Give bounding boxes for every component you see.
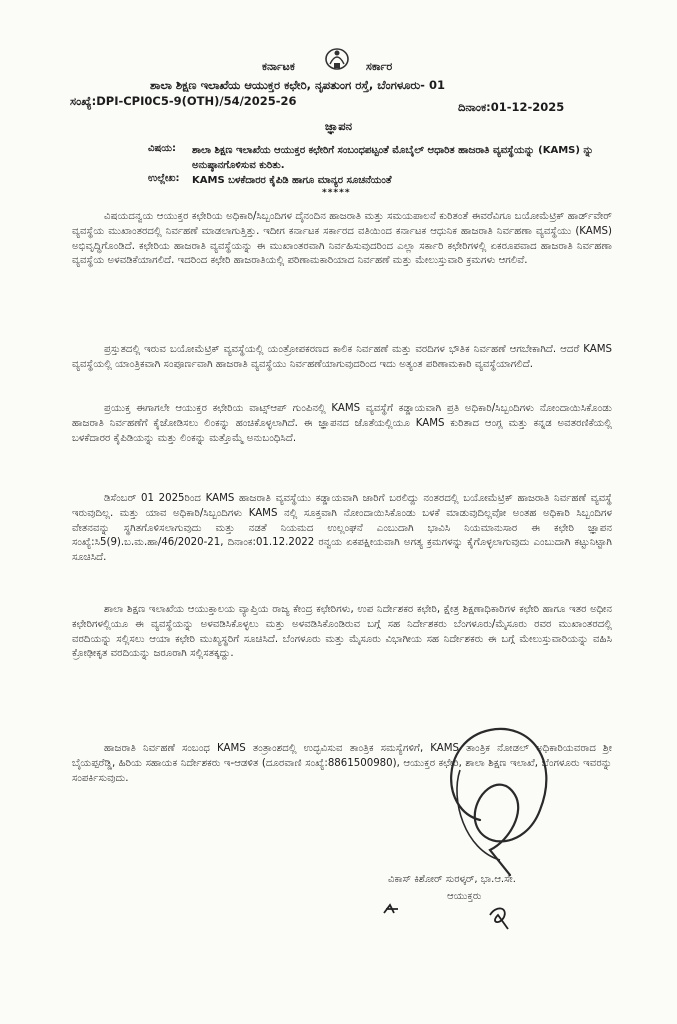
reference-label: ಉಲ್ಲೇಖ: <box>148 173 180 184</box>
subject-text: ಶಾಲಾ ಶಿಕ್ಷಣ ಇಲಾಖೆಯ ಆಯುಕ್ತರ ಕಛೇರಿಗೆ ಸಂಬಂಧಪಟ್ಟಂತೆ ಮೊಬೈಲ್ ಆಧಾರಿತ ಹಾಜರಾತಿ ವ್ಯವಸ್ಥೆಯನ್ನು (KAMS) ನ್ನು ಅನುಷ್ಠಾನಗೊಳಿಸುವ ಕುರಿತು. <box>192 145 594 171</box>
paragraph-3: ಪ್ರಯುಕ್ತ ಈಗಾಗಲೇ ಆಯುಕ್ತರ ಕಛೇರಿಯ ವಾಟ್ಸ್‌ಆಪ್ ಗುಂಪಿನಲ್ಲಿ KAMS ವ್ಯವಸ್ಥೆಗೆ ಕಡ್ಡಾಯವಾಗಿ ಪ್ರತಿ ಅಧಿಕಾರಿ/ಸಿಬ್ಬಂದಿಗಳು ನೋಂದಾಯಿಸಿಕೊಂಡು ಹಾಜರಾತಿ ನಿರ್ವಹಣೆಗೆ ಕೈಜೋಡಿಸಲು ಲಿಂಕನ್ನು ಹಂಚಿಕೊಳ್ಳಲಾಗಿದೆ. ಈ ಜ್ಞಾಪನದ ಜೊತೆಯಲ್ಲಿಯೂ KAMS ಕುರಿತಾದ ಆಂಗ್ಲ ಮತ್ತು ಕನ್ನಡ ಅವತರಣಿಕೆಯಲ್ಲಿ ಬಳಕೆದಾರರ ಕೈಪಿಡಿಯನ್ನು ಮತ್ತು ಲಿಂಕನ್ನು ಮತ್ತೊಮ್ಮೆ ಅನುಬಂಧಿಸಿದೆ. <box>72 403 612 444</box>
header-government: ಸರ್ಕಾರ <box>366 60 393 73</box>
karnataka-emblem-icon <box>322 44 352 72</box>
subject-label: ವಿಷಯ: <box>148 143 176 154</box>
paragraph-1: ವಿಷಯದನ್ವಯ ಆಯುಕ್ತರ ಕಛೇರಿಯ ಅಧಿಕಾರಿ/ಸಿಬ್ಬಂದಿಗಳ ದೈನಂದಿನ ಹಾಜರಾತಿ ಮತ್ತು ಸಮಯಪಾಲನೆ ಕುರಿತಂತೆ ಈವರೆವಿಗೂ ಬಯೋಮೆಟ್ರಿಕ್ ಹಾರ್ಡ್‌ವೇರ್ ವ್ಯವಸ್ಥೆಯ ಮುಖಾಂತರದಲ್ಲಿ ನಿರ್ವಹಣೆ ಮಾಡಲಾಗುತ್ತಿತ್ತು. ಇದೀಗ ಕರ್ನಾಟಕ ಸರ್ಕಾರದ ವತಿಯಿಂದ ಕರ್ನಾಟಕ ಆಧುನಿಕ ಹಾಜರಾತಿ ನಿರ್ವಹಣಾ ವ್ಯವಸ್ಥೆಯು (KAMS) ಅಭಿವೃದ್ಧಿಗೊಂಡಿದೆ. ಕಛೇರಿಯ ಹಾಜರಾತಿ ವ್ಯವಸ್ಥೆಯನ್ನು ಈ ಮುಖಾಂತರವಾಗಿ ನಿರ್ವಹಿಸುವುದರಿಂದ ಎಲ್ಲಾ ಸರ್ಕಾರಿ ಕಛೇರಿಗಳಲ್ಲಿ ಏಕರೂಪವಾದ ಹಾಜರಾತಿ ನಿರ್ವಹಣಾ ವ್ಯವಸ್ಥೆಯ ಅಳವಡಿಕೆಯಾಗಲಿದೆ. ಇದರಿಂದ ಕಛೇರಿ ಹಾಜರಾತಿಯಲ್ಲಿ ಪರಿಣಾಮಕಾರಿಯಾದ ನಿರ್ವಹಣೆ ಮತ್ತು ಮೇಲುಸ್ತುವಾರಿ ಕ್ರಮಗಳು ಆಗಲಿವೆ. <box>72 211 612 267</box>
reference-text: KAMS ಬಳಕೆದಾರರ ಕೈಪಿಡಿ ಹಾಗೂ ಮಾನ್ಯರ ಸೂಚನೆಯಂತೆ <box>192 175 392 186</box>
signature-mark-icon <box>420 700 590 900</box>
signatory-name: ವಿಕಾಸ್ ಕಿಶೋರ್ ಸುರಳ್ಕರ್, ಭಾ.ಆ.ಸೇ. <box>388 874 516 885</box>
signatory-designation: ಆಯುಕ್ತರು <box>447 891 482 902</box>
separator: ***** <box>322 188 351 198</box>
reference-number: ಸಂಖ್ಯೆ:DPI-CPI0C5-9(OTH)/54/2025-26 <box>70 94 297 108</box>
office-address: ಶಾಲಾ ಶಿಕ್ಷಣ ಇಲಾಖೆಯ ಆಯುಕ್ತರ ಕಛೇರಿ, ನೃಪತುಂಗ ರಸ್ತೆ, ಬೆಂಗಳೂರು- 01 <box>150 78 445 92</box>
memo-title: ಜ್ಞಾಪನ <box>324 119 353 133</box>
paragraph-4: ಡಿಸೆಂಬರ್ 01 2025ರಿಂದ KAMS ಹಾಜರಾತಿ ವ್ಯವಸ್ಥೆಯು ಕಡ್ಡಾಯವಾಗಿ ಜಾರಿಗೆ ಬರಲಿದ್ದು ನಂತರದಲ್ಲಿ ಬಯೋಮೆಟ್ರಿಕ್ ಹಾಜರಾತಿ ನಿರ್ವಹಣೆ ವ್ಯವಸ್ಥೆ ಇರುವುದಿಲ್ಲ. ಮತ್ತು ಯಾವ ಅಧಿಕಾರಿ/ಸಿಬ್ಬಂದಿಗಳು KAMS ನಲ್ಲಿ ಸೂಕ್ತವಾಗಿ ನೋಂದಾಯಿಸಿಕೊಂಡು ಬಳಕೆ ಮಾಡುವುದಿಲ್ಲವೋ ಅಂತಹ ಅಧಿಕಾರಿ ಸಿಬ್ಬಂದಿಗಳ ವೇತನವನ್ನು ಸ್ಥಗಿತಗೊಳಿಸಲಾಗುವುದು ಮತ್ತು ನಡತೆ ನಿಯಮದ ಉಲ್ಲಂಘನೆ ಎಂಬುದಾಗಿ ಭಾವಿಸಿ ನಿಯಮಾನುಸಾರ ಈ ಕಛೇರಿ ಜ್ಞಾಪನ ಸಂಖ್ಯೆ:ಸಿ5(9).ಬ.ಮ.ಹಾ/46/2020-21, ದಿನಾಂಕ:01.12.2022 ರನ್ವಯ ಏಕಪಕ್ಷೀಯವಾಗಿ ಅಗತ್ಯ ಕ್ರಮಗಳನ್ನು ಕೈಗೊಳ್ಳಲಾಗುವುದು ಎಂಬುದಾಗಿ ಕಟ್ಟುನಿಟ್ಟಾಗಿ ಸೂಚಿಸಿದೆ. <box>72 493 612 564</box>
paragraph-6: ಹಾಜರಾತಿ ನಿರ್ವಹಣೆ ಸಂಬಂಧ KAMS ತಂತ್ರಾಂಶದಲ್ಲಿ ಉದ್ಭವಿಸುವ ತಾಂತ್ರಿಕ ಸಮಸ್ಯೆಗಳಿಗೆ, KAMS ತಾಂತ್ರಿಕ ನೋಡಲ್ ಅಧಿಕಾರಿಯವರಾದ ಶ್ರೀ ಬೈಯಪ್ಪರೆಡ್ಡಿ, ಹಿರಿಯ ಸಹಾಯಕ ನಿರ್ದೇಶಕರು ಇ-ಆಡಳಿತ (ದೂರವಾಣಿ ಸಂಖ್ಯೆ:8861500980), ಆಯುಕ್ತರ ಕಛೇರಿ, ಶಾಲಾ ಶಿಕ್ಷಣ ಇಲಾಖೆ, ಬೆಂಗಳೂರು ಇವರನ್ನು ಸಂಪರ್ಕಿಸುವುದು. <box>72 743 612 784</box>
memo-date: ದಿನಾಂಕ:01-12-2025 <box>458 100 565 114</box>
paragraph-2: ಪ್ರಸ್ತುತದಲ್ಲಿ ಇರುವ ಬಯೋಮೆಟ್ರಿಕ್ ವ್ಯವಸ್ಥೆಯಲ್ಲಿ ಯಂತ್ರೋಪಕರಣದ ಕಾಲಿಕ ನಿರ್ವಹಣೆ ಮತ್ತು ವರದಿಗಳ ಭೌತಿಕ ನಿರ್ವಹಣೆ ಆಗಬೇಕಾಗಿದೆ. ಆದರೆ KAMS ವ್ಯವಸ್ಥೆಯಲ್ಲಿ ಯಾಂತ್ರಿಕವಾಗಿ ಸಂಪೂರ್ಣವಾಗಿ ಹಾಜರಾತಿ ವ್ಯವಸ್ಥೆಯು ನಿರ್ವಹಣೆಯಾಗುವುದರಿಂದ ಇದು ಅತ್ಯಂತ ಪರಿಣಾಮಕಾರಿ ವ್ಯವಸ್ಥೆಯಾಗಲಿದೆ. <box>72 344 612 370</box>
initials-mark-icon <box>380 895 530 935</box>
header-state: ಕರ್ನಾಟಕ <box>262 60 295 73</box>
paragraph-5: ಶಾಲಾ ಶಿಕ್ಷಣ ಇಲಾಖೆಯ ಆಯುಕ್ತಾಲಯ ವ್ಯಾಪ್ತಿಯ ರಾಜ್ಯ ಕೇಂದ್ರ ಕಛೇರಿಗಳು, ಉಪ ನಿರ್ದೇಶಕರ ಕಛೇರಿ, ಕ್ಷೇತ್ರ ಶಿಕ್ಷಣಾಧಿಕಾರಿಗಳ ಕಛೇರಿ ಹಾಗೂ ಇತರ ಅಧೀನ ಕಛೇರಿಗಳಲ್ಲಿಯೂ ಈ ವ್ಯವಸ್ಥೆಯನ್ನು ಅಳವಡಿಸಿಕೊಳ್ಳಲು ಮತ್ತು ಅಳವಡಿಸಿಕೊಂಡಿರುವ ಬಗ್ಗೆ ಸಹ ನಿರ್ದೇಶಕರು ಬೆಂಗಳೂರು/ಮೈಸೂರು ರವರ ಮುಖಾಂತರದಲ್ಲಿ ವರದಿಯನ್ನು ಸಲ್ಲಿಸಲು ಆಯಾ ಕಛೇರಿ ಮುಖ್ಯಸ್ಥರಿಗೆ ಸೂಚಿಸಿದೆ. ಬೆಂಗಳೂರು ಮತ್ತು ಮೈಸೂರು ವಿಭಾಗೀಯ ಸಹ ನಿರ್ದೇಶಕರು ಈ ಬಗ್ಗೆ ಮೇಲುಸ್ತುವಾರಿಯನ್ನು ವಹಿಸಿ ಕ್ರೋಢೀಕೃತ ವರದಿಯನ್ನು ಜರೂರಾಗಿ ಸಲ್ಲಿಸತಕ್ಕದ್ದು. <box>72 604 612 660</box>
